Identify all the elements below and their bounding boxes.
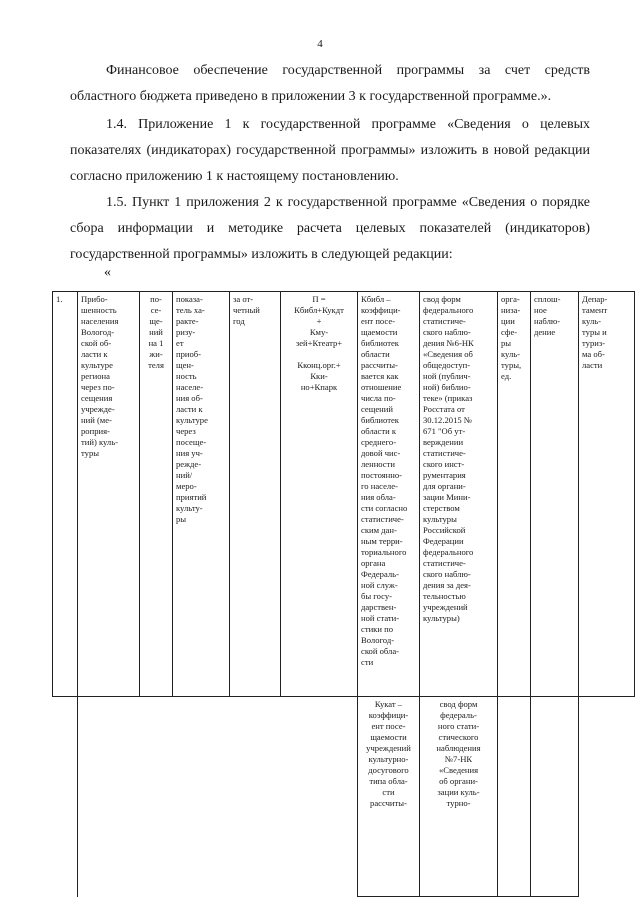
cell-empty [230, 697, 281, 897]
cell-empty [281, 697, 358, 897]
paragraph-1-4: 1.4. Приложение 1 к государственной программе «Сведения о целевых показателях (индикаторах) государственной программы» изложить в новой редакции согласно приложению 1 к настоящему постановлению. [70, 117, 590, 184]
page-number: 4 [317, 38, 323, 50]
cell-data-source-2: свод форм федераль- ного стати- стического наблюдения №7-НК «Сведения об органи- зации куль- турно- [420, 697, 498, 897]
cell-unit: по- се- ще- ний на 1 жи- теля [140, 292, 173, 697]
cell-method-2 [531, 697, 579, 897]
cell-number: 1. [53, 292, 78, 697]
cell-data-source: свод форм федерального статистиче- ского наблю- дения №6-НК «Сведения об общедоступ- ной (публич- ной) библио- теке» (приказ Росстата от 30.12.2015 № 671 "Об ут- верждении статистиче- ского инст- рументария для органи- зации Мини- стерством культуры Российской Федерации федерального статистиче- ского наблю- дения за дея- тельностью учреждений культуры) [420, 292, 498, 697]
cell-period: за от- четный год [230, 292, 281, 697]
cell-responsible: Депар- тамент куль- туры и туриз- ма об- ласти [579, 292, 635, 697]
cell-basic-indicator-2: Кукат – коэффици- ент посе- щаемости учреждений культурно- досугового типа обла- сти рассчиты- [358, 697, 420, 897]
cell-method: сплош- ное наблю- дение [531, 292, 579, 697]
cell-indicator-name: Прибо- шенность населения Вологод- ской об- ласти к культуре региона через по- сещения учрежде- ний (ме- роприя- тий) куль- туры [78, 292, 140, 697]
cell-observation-unit: орга- низа- ции сфе- ры куль- туры, ед. [498, 292, 531, 697]
cell-empty [78, 697, 140, 897]
cell-empty [579, 697, 635, 897]
cell-definition: показа- тель ха- ракте- ризу- ет приоб- щен- ность населе- ния об- ласти к культуре через посеще- ния уч- режде- ний/ меро- приятий культу- ры [173, 292, 230, 697]
opening-quote: « [104, 265, 111, 280]
cell-basic-indicator: Кбибл – коэффици- ент посе- щаемости библиотек области рассчиты- вается как отношение числа по- сещений библиотек области к среднего- довой чис- ленности постоянно- го населе- ния обла- сти согласно статистиче- ским дан- ным терри- ториального органа Федераль- ной служ- бы госу- дарствен- ной стати- стики по Вологод- ской обла- сти [358, 292, 420, 697]
paragraph-1-5: 1.5. Пункт 1 приложения 2 к государственной программе «Сведения о порядке сбора информации и методике расчета целевых показателей (индикаторов) государственной программы» изложить в следующей редакции: [70, 195, 590, 262]
cell-empty [173, 697, 230, 897]
paragraph-financing: Финансовое обеспечение государственной программы за счет средств областного бюджета приведено в приложении 3 к государственной программе.». [70, 63, 590, 104]
cell-empty [53, 697, 78, 897]
table-row [53, 697, 635, 897]
cell-empty [140, 697, 173, 897]
table-row [53, 292, 635, 697]
cell-formula: П = Кбибл+Кукдт + Кму- зей+Ктеатр+ Кконц.орг.+ Кки- но+Кпарк [281, 292, 358, 697]
indicators-table [52, 291, 635, 897]
cell-observation-unit-2 [498, 697, 531, 897]
